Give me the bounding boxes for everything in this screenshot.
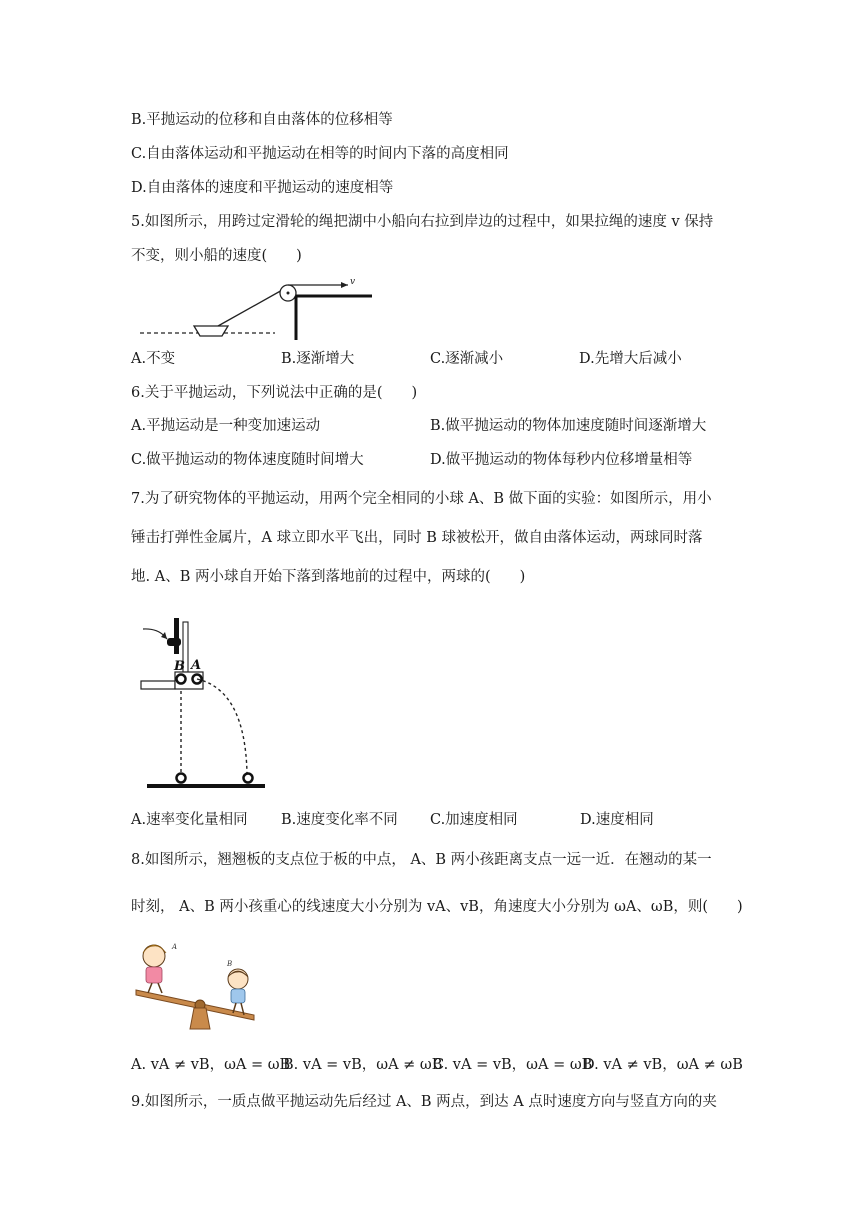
q5-option-b: B.逐渐增大 (281, 351, 355, 367)
q5-stem-line2: 不变，则小船的速度( ) (131, 248, 302, 264)
q6-stem: 6.关于平抛运动，下列说法中正确的是( ) (131, 385, 418, 401)
q5-option-a: A.不变 (131, 351, 176, 367)
q5-option-d: D.先增大后减小 (579, 351, 682, 367)
q6-option-a: A.平抛运动是一种变加速运动 (131, 418, 321, 434)
q7-option-d: D.速度相同 (580, 812, 654, 828)
q5-pulley-boat-figure (130, 276, 380, 346)
q5-option-c: C.逐渐减小 (430, 351, 504, 367)
q4-option-c: C.自由落体运动和平抛运动在相等的时间内下落的高度相同 (131, 146, 509, 162)
q7-stem-line2: 锤击打弹性金属片，A 球立即水平飞出，同时 B 球被松开，做自由落体运动，两球同时落 (131, 530, 703, 546)
q4-option-d: D.自由落体的速度和平抛运动的速度相等 (131, 180, 394, 196)
q8-stem-line1: 8.如图所示，翘翘板的支点位于板的中点， A、B 两小孩距离支点一远一近．在翘动的某一 (131, 852, 712, 868)
q7-figure-label-A: A (191, 658, 202, 673)
q7-option-c: C.加速度相同 (430, 812, 518, 828)
q8-figure-label-A: A (172, 943, 178, 951)
q8-option-a: A. vA ≠ vB，ωA = ωB (131, 1057, 291, 1073)
q8-option-c: C. vA = vB，ωA = ωB (433, 1057, 593, 1073)
q5-figure-label-v: v (350, 277, 356, 287)
q9-stem-line1: 9.如图所示，一质点做平抛运动先后经过 A、B 两点，到达 A 点时速度方向与竖直方向的夹 (131, 1094, 717, 1110)
q8-stem-line2: 时刻， A、B 两小孩重心的线速度大小分别为 vA、vB，角速度大小分别为 ωA、ωB，则( ) (131, 899, 743, 915)
q7-figure-label-B: B (174, 659, 185, 674)
q5-stem-line1: 5.如图所示，用跨过定滑轮的绳把湖中小船向右拉到岸边的过程中，如果拉绳的速度 v 保持 (131, 214, 714, 230)
q6-option-c: C.做平抛运动的物体速度随时间增大 (131, 452, 364, 468)
q8-option-d: D. vA ≠ vB，ωA ≠ ωB (583, 1057, 743, 1073)
q8-option-b: B. vA = vB，ωA ≠ ωB (283, 1057, 443, 1073)
q6-option-b: B.做平抛运动的物体加速度随时间逐渐增大 (430, 418, 707, 434)
q7-stem-line3: 地. A、B 两小球自开始下落到落地前的过程中，两球的( ) (131, 569, 526, 585)
q8-seesaw-figure (130, 935, 260, 1030)
q8-figure-label-B: B (227, 960, 233, 968)
q4-option-b: B.平抛运动的位移和自由落体的位移相等 (131, 112, 393, 128)
q7-projectile-apparatus-figure (135, 615, 285, 795)
q6-option-d: D.做平抛运动的物体每秒内位移增量相等 (430, 452, 693, 468)
q7-stem-line1: 7.为了研究物体的平抛运动，用两个完全相同的小球 A、B 做下面的实验：如图所示，用小 (131, 491, 712, 507)
q7-option-a: A.速率变化量相同 (131, 812, 248, 828)
q7-option-b: B.速度变化率不同 (281, 812, 398, 828)
